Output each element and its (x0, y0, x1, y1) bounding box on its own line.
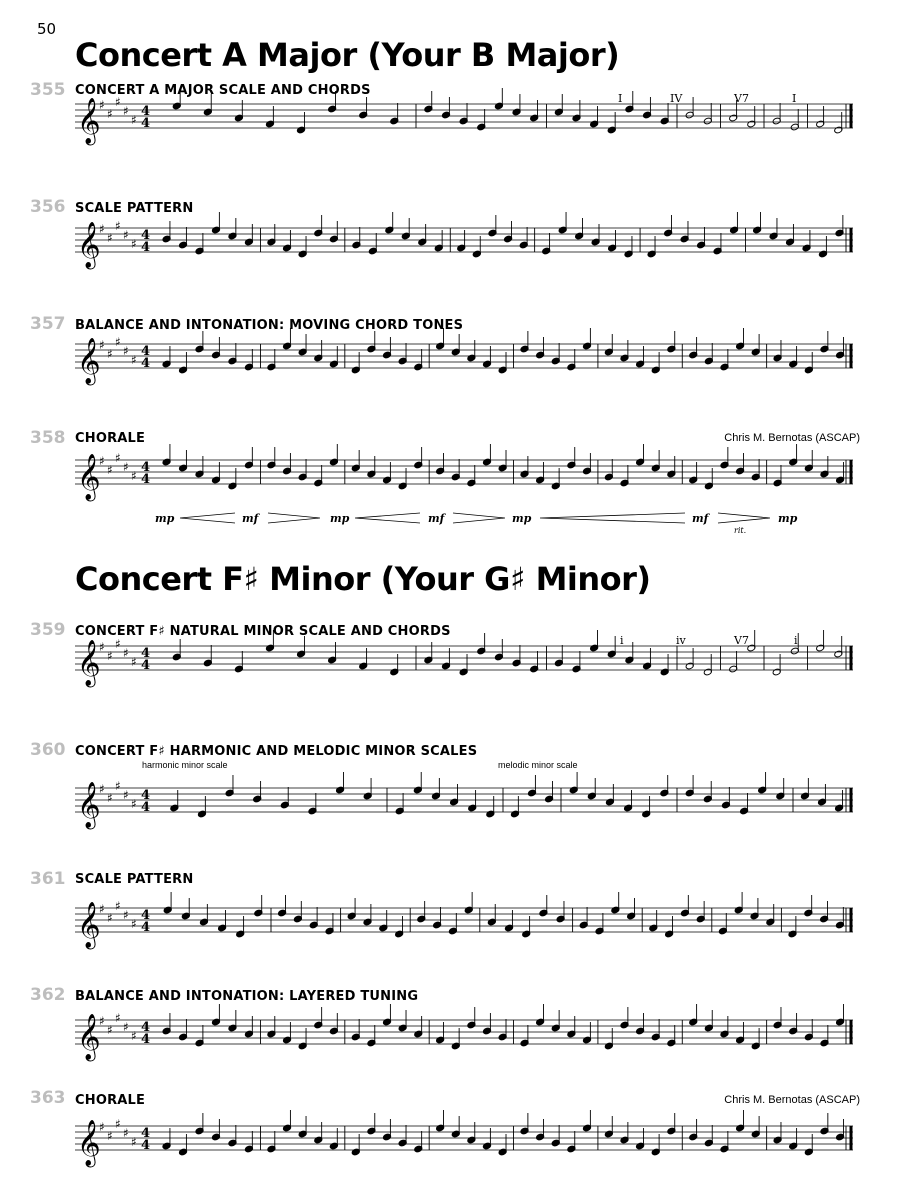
time-signature: 4 (141, 104, 151, 119)
sharp-icon: ♯ (131, 1029, 137, 1043)
exercise-title: CHORALE (75, 1093, 146, 1108)
exercise-number: 363 (30, 1088, 66, 1108)
time-signature: 4 (141, 472, 151, 487)
sharp-icon: ♯ (123, 228, 129, 242)
sharp-icon: ♯ (123, 1126, 129, 1140)
treble-clef-icon: 𝄞 (77, 902, 101, 948)
time-signature: 4 (141, 800, 151, 815)
exercise-number: 361 (30, 869, 66, 889)
section-heading-a-major: Concert A Major (Your B Major) (75, 36, 620, 74)
sharp-icon: ♯ (123, 104, 129, 118)
exercise-number: 362 (30, 985, 66, 1005)
scale-label: melodic minor scale (498, 760, 578, 770)
exercise-title: SCALE PATTERN (75, 201, 194, 216)
dynamic-mark: mp (330, 512, 350, 525)
time-signature: 4 (141, 356, 151, 371)
sharp-icon: ♯ (123, 460, 129, 474)
sharp-icon: ♯ (115, 899, 121, 913)
exercise-number: 359 (30, 620, 66, 640)
sharp-icon: ♯ (99, 454, 105, 468)
dynamics-row (150, 512, 800, 535)
time-signature: 4 (141, 658, 151, 673)
sharp-icon: ♯ (99, 338, 105, 352)
exercise-number: 356 (30, 197, 66, 217)
sharp-icon: ♯ (115, 637, 121, 651)
sharp-icon: ♯ (115, 95, 121, 109)
treble-clef-icon: 𝄞 (77, 338, 101, 384)
sharp-icon: ♯ (99, 222, 105, 236)
time-signature: 4 (141, 116, 151, 131)
treble-clef-icon: 𝄞 (77, 1014, 101, 1060)
dynamic-mark: mf (428, 512, 445, 525)
sharp-icon: ♯ (115, 779, 121, 793)
exercise-title: BALANCE AND INTONATION: MOVING CHORD TONES (75, 318, 464, 333)
sharp-icon: ♯ (107, 791, 113, 805)
sharp-icon: ♯ (131, 1135, 137, 1149)
exercise-number: 358 (30, 428, 66, 448)
chord-symbol: V7 (734, 92, 749, 105)
time-signature: 4 (141, 1138, 151, 1153)
chord-symbol: iv (676, 634, 686, 647)
chord-symbol: IV (670, 92, 683, 105)
sharp-icon: ♯ (123, 788, 129, 802)
tempo-mark: rit. (734, 526, 747, 535)
sharp-icon: ♯ (123, 646, 129, 660)
sharp-icon: ♯ (107, 1129, 113, 1143)
time-signature: 4 (141, 344, 151, 359)
time-signature: 4 (141, 920, 151, 935)
chord-symbol: i (794, 634, 798, 647)
hairpins (150, 512, 800, 532)
composer-credit: Chris M. Bernotas (ASCAP) (724, 432, 860, 444)
sharp-icon: ♯ (123, 908, 129, 922)
time-signature: 4 (141, 1020, 151, 1035)
chord-symbol: I (792, 92, 797, 105)
treble-clef-icon: 𝄞 (77, 98, 101, 144)
dynamic-mark: mf (692, 512, 709, 525)
exercise-title: CONCERT F♯ NATURAL MINOR SCALE AND CHORDS (75, 624, 451, 639)
music-staff (75, 892, 855, 952)
sharp-icon: ♯ (131, 237, 137, 251)
sharp-icon: ♯ (99, 1014, 105, 1028)
dynamic-mark: mf (242, 512, 259, 525)
section-heading-fsharp-minor: Concert F♯ Minor (Your G♯ Minor) (75, 560, 651, 598)
sharp-icon: ♯ (107, 347, 113, 361)
sharp-icon: ♯ (107, 463, 113, 477)
music-staff (75, 1004, 855, 1064)
treble-clef-icon: 𝄞 (77, 454, 101, 500)
sharp-icon: ♯ (99, 1120, 105, 1134)
scale-label: harmonic minor scale (142, 760, 228, 770)
sharp-icon: ♯ (131, 469, 137, 483)
sharp-icon: ♯ (115, 451, 121, 465)
music-staff (75, 1110, 855, 1170)
exercise-title: BALANCE AND INTONATION: LAYERED TUNING (75, 989, 419, 1004)
sharp-icon: ♯ (99, 902, 105, 916)
sharp-icon: ♯ (107, 649, 113, 663)
sharp-icon: ♯ (107, 231, 113, 245)
sharp-icon: ♯ (115, 1011, 121, 1025)
sharp-icon: ♯ (99, 640, 105, 654)
chord-symbols (600, 634, 830, 650)
sharp-icon: ♯ (107, 1023, 113, 1037)
time-signature: 4 (141, 240, 151, 255)
sharp-icon: ♯ (107, 107, 113, 121)
dynamic-mark: mp (155, 512, 175, 525)
sharp-icon: ♯ (99, 782, 105, 796)
sharp-icon: ♯ (131, 797, 137, 811)
exercise-number: 355 (30, 80, 66, 100)
sharp-icon: ♯ (99, 98, 105, 112)
time-signature: 4 (141, 1126, 151, 1141)
sharp-icon: ♯ (131, 917, 137, 931)
music-staff (75, 444, 855, 504)
sharp-icon: ♯ (115, 219, 121, 233)
page-number: 50 (37, 20, 57, 38)
exercise-title: SCALE PATTERN (75, 872, 194, 887)
music-staff (75, 328, 855, 388)
treble-clef-icon: 𝄞 (77, 222, 101, 268)
exercise-title: CONCERT F♯ HARMONIC AND MELODIC MINOR SCALES (75, 744, 478, 759)
exercise-number: 357 (30, 314, 66, 334)
time-signature: 4 (141, 908, 151, 923)
time-signature: 4 (141, 788, 151, 803)
chord-symbol: I (618, 92, 623, 105)
music-staff (75, 772, 855, 832)
sharp-icon: ♯ (131, 113, 137, 127)
sharp-icon: ♯ (115, 1117, 121, 1131)
time-signature: 4 (141, 646, 151, 661)
time-signature: 4 (141, 228, 151, 243)
time-signature: 4 (141, 460, 151, 475)
composer-credit: Chris M. Bernotas (ASCAP) (724, 1094, 860, 1106)
sharp-icon: ♯ (123, 1020, 129, 1034)
sharp-icon: ♯ (131, 655, 137, 669)
time-signature: 4 (141, 1032, 151, 1047)
dynamic-mark: mp (512, 512, 532, 525)
chord-symbol: V7 (734, 634, 749, 647)
sharp-icon: ♯ (107, 911, 113, 925)
chord-symbols (600, 92, 830, 108)
treble-clef-icon: 𝄞 (77, 782, 101, 828)
treble-clef-icon: 𝄞 (77, 640, 101, 686)
dynamic-mark: mp (778, 512, 798, 525)
sharp-icon: ♯ (123, 344, 129, 358)
sharp-icon: ♯ (131, 353, 137, 367)
music-staff (75, 212, 855, 272)
exercise-title: CHORALE (75, 431, 146, 446)
exercise-title: CONCERT A MAJOR SCALE AND CHORDS (75, 83, 371, 98)
chord-symbol: i (620, 634, 624, 647)
sharp-icon: ♯ (115, 335, 121, 349)
exercise-number: 360 (30, 740, 66, 760)
treble-clef-icon: 𝄞 (77, 1120, 101, 1166)
